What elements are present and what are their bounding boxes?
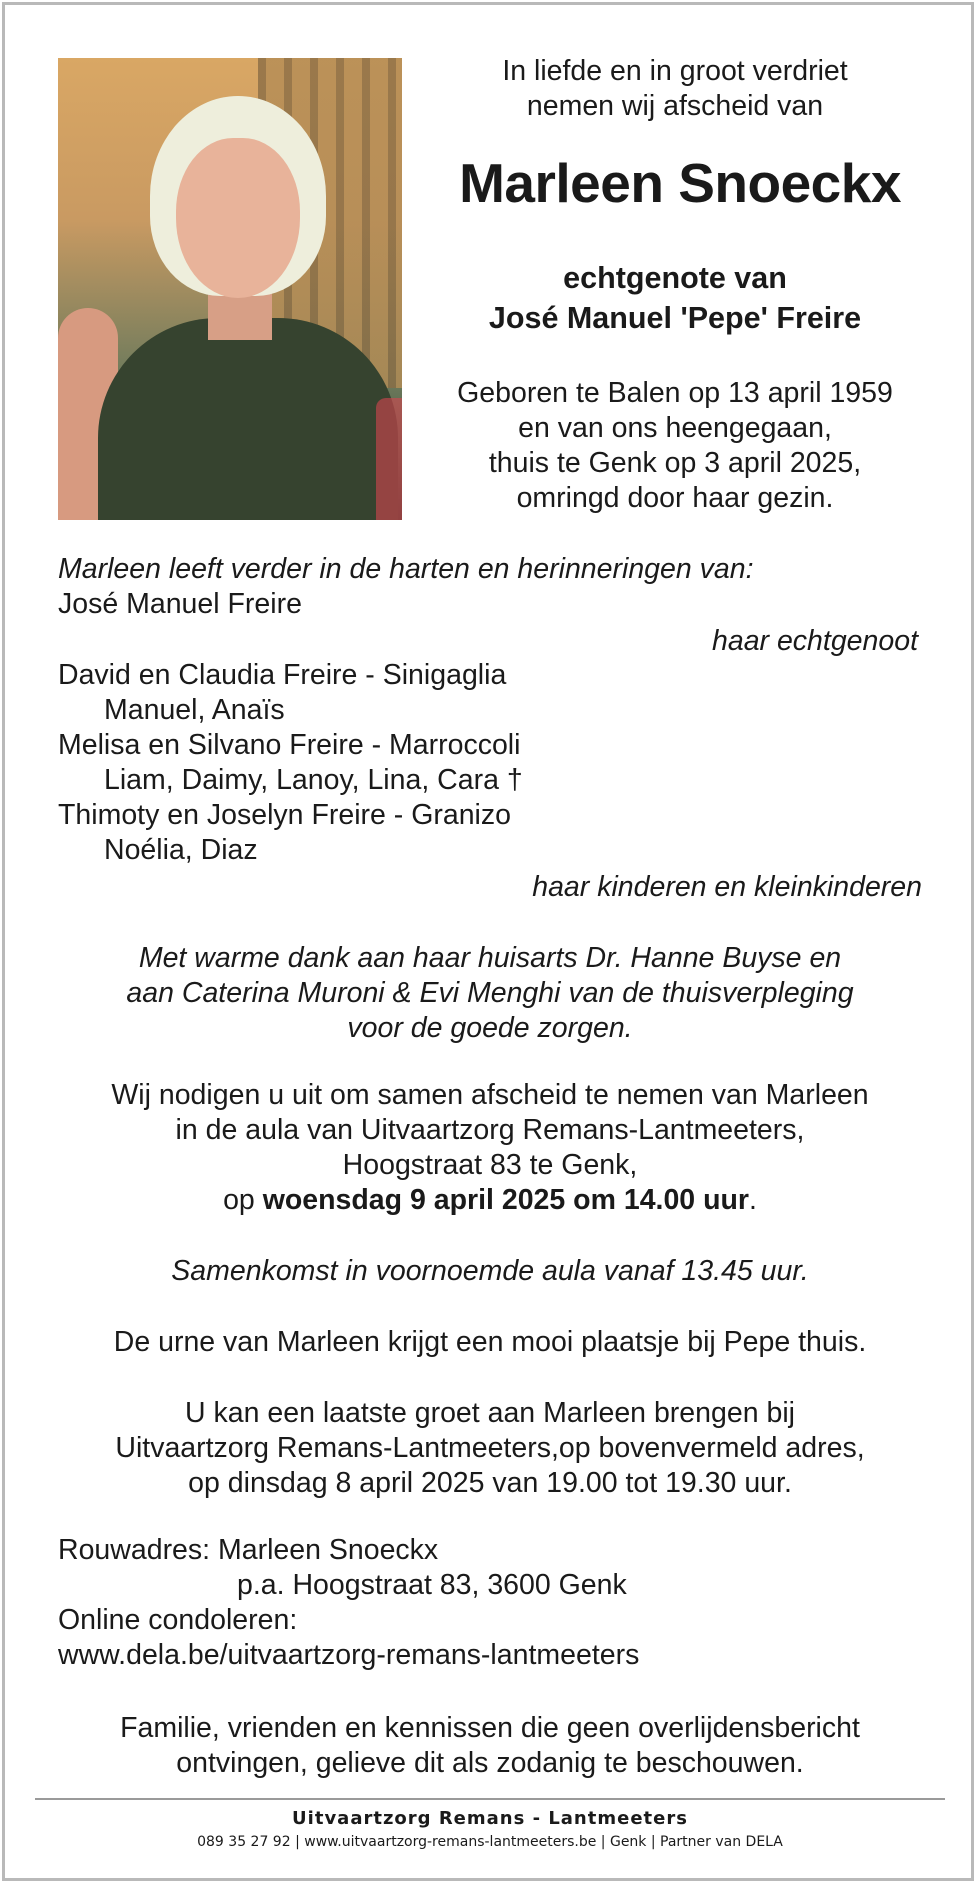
children-relation: haar kinderen en kleinkinderen bbox=[532, 871, 922, 903]
invitation-text bbox=[0, 1078, 980, 1218]
birth-line: thuis te Genk op 3 april 2025, bbox=[488, 447, 862, 479]
invite-suffix: . bbox=[748, 1184, 757, 1216]
family-kids: Liam, Daimy, Lanoy, Lina, Cara † bbox=[104, 764, 523, 796]
families-list bbox=[58, 658, 523, 868]
deceased-name: Marleen Snoeckx bbox=[459, 152, 901, 214]
family-parents: David en Claudia Freire - Sinigaglia bbox=[58, 659, 507, 691]
spouse-name: José Manuel 'Pepe' Freire bbox=[488, 301, 862, 335]
family-parents: Thimoty en Joselyn Freire - Granizo bbox=[58, 799, 511, 831]
footer-details: 089 35 27 92 | www.uitvaartzorg-remans-lantmeeters.be | Genk | Partner van DELA bbox=[197, 1834, 783, 1850]
ceremony-datetime: woensdag 9 april 2025 om 14.00 uur bbox=[262, 1184, 749, 1216]
visit-line: op dinsdag 8 april 2025 van 19.00 tot 19.30 uur. bbox=[188, 1467, 792, 1499]
thanks-line: aan Caterina Muroni & Evi Menghi van de thuisverpleging bbox=[126, 977, 854, 1009]
invite-prefix: op bbox=[223, 1184, 263, 1216]
notice-text bbox=[0, 1711, 980, 1781]
birth-line: Geboren te Balen op 13 april 1959 bbox=[457, 377, 893, 409]
gathering-text: Samenkomst in voornoemde aula vanaf 13.45 uur. bbox=[171, 1255, 809, 1287]
thanks-line: voor de goede zorgen. bbox=[347, 1012, 633, 1044]
thanks-line: Met warme dank aan haar huisarts Dr. Hanne Buyse en bbox=[138, 942, 842, 974]
footer-company: Uitvaartzorg Remans - Lantmeeters bbox=[292, 1808, 688, 1829]
visit-text bbox=[0, 1396, 980, 1501]
intro-line: In liefde en in groot verdriet bbox=[502, 55, 848, 87]
invite-line: in de aula van Uitvaartzorg Remans-Lantmeeters, bbox=[175, 1114, 805, 1146]
family-kids: Manuel, Anaïs bbox=[104, 694, 285, 726]
birth-line: omringd door haar gezin. bbox=[516, 482, 834, 514]
urn-text: De urne van Marleen krijgt een mooi plaatsje bij Pepe thuis. bbox=[113, 1326, 867, 1358]
mourners-intro: Marleen leeft verder in de harten en herinneringen van: bbox=[58, 553, 754, 585]
condolences-label: Online condoleren: bbox=[58, 1604, 298, 1636]
spouse-label: echtgenote van bbox=[563, 261, 787, 295]
birth-line: en van ons heengegaan, bbox=[518, 412, 832, 444]
notice-line: ontvingen, gelieve dit als zodanig te beschouwen. bbox=[176, 1747, 804, 1779]
invite-datetime-line bbox=[0, 1183, 980, 1218]
notice-line: Familie, vrienden en kennissen die geen overlijdensbericht bbox=[120, 1712, 860, 1744]
intro-text bbox=[420, 54, 930, 124]
portrait-photo bbox=[58, 58, 402, 520]
spouse-block bbox=[420, 258, 930, 338]
address-label: Rouwadres: Marleen Snoeckx bbox=[58, 1534, 439, 1566]
partner-name: José Manuel Freire bbox=[58, 588, 302, 620]
invite-line: Hoogstraat 83 te Genk, bbox=[342, 1149, 638, 1181]
footer-divider bbox=[35, 1798, 945, 1800]
birth-death-info bbox=[420, 376, 930, 516]
intro-line: nemen wij afscheid van bbox=[526, 90, 824, 122]
partner-relation: haar echtgenoot bbox=[712, 625, 918, 657]
thanks-text bbox=[0, 941, 980, 1046]
visit-line: U kan een laatste groet aan Marleen brengen bij bbox=[185, 1397, 795, 1429]
family-kids: Noélia, Diaz bbox=[104, 834, 258, 866]
family-parents: Melisa en Silvano Freire - Marroccoli bbox=[58, 729, 521, 761]
invite-line: Wij nodigen u uit om samen afscheid te nemen van Marleen bbox=[111, 1079, 869, 1111]
condolences-link[interactable]: www.dela.be/uitvaartzorg-remans-lantmeeters bbox=[58, 1639, 640, 1671]
address: p.a. Hoogstraat 83, 3600 Genk bbox=[237, 1569, 627, 1601]
visit-line: Uitvaartzorg Remans-Lantmeeters,op bovenvermeld adres, bbox=[115, 1432, 865, 1464]
